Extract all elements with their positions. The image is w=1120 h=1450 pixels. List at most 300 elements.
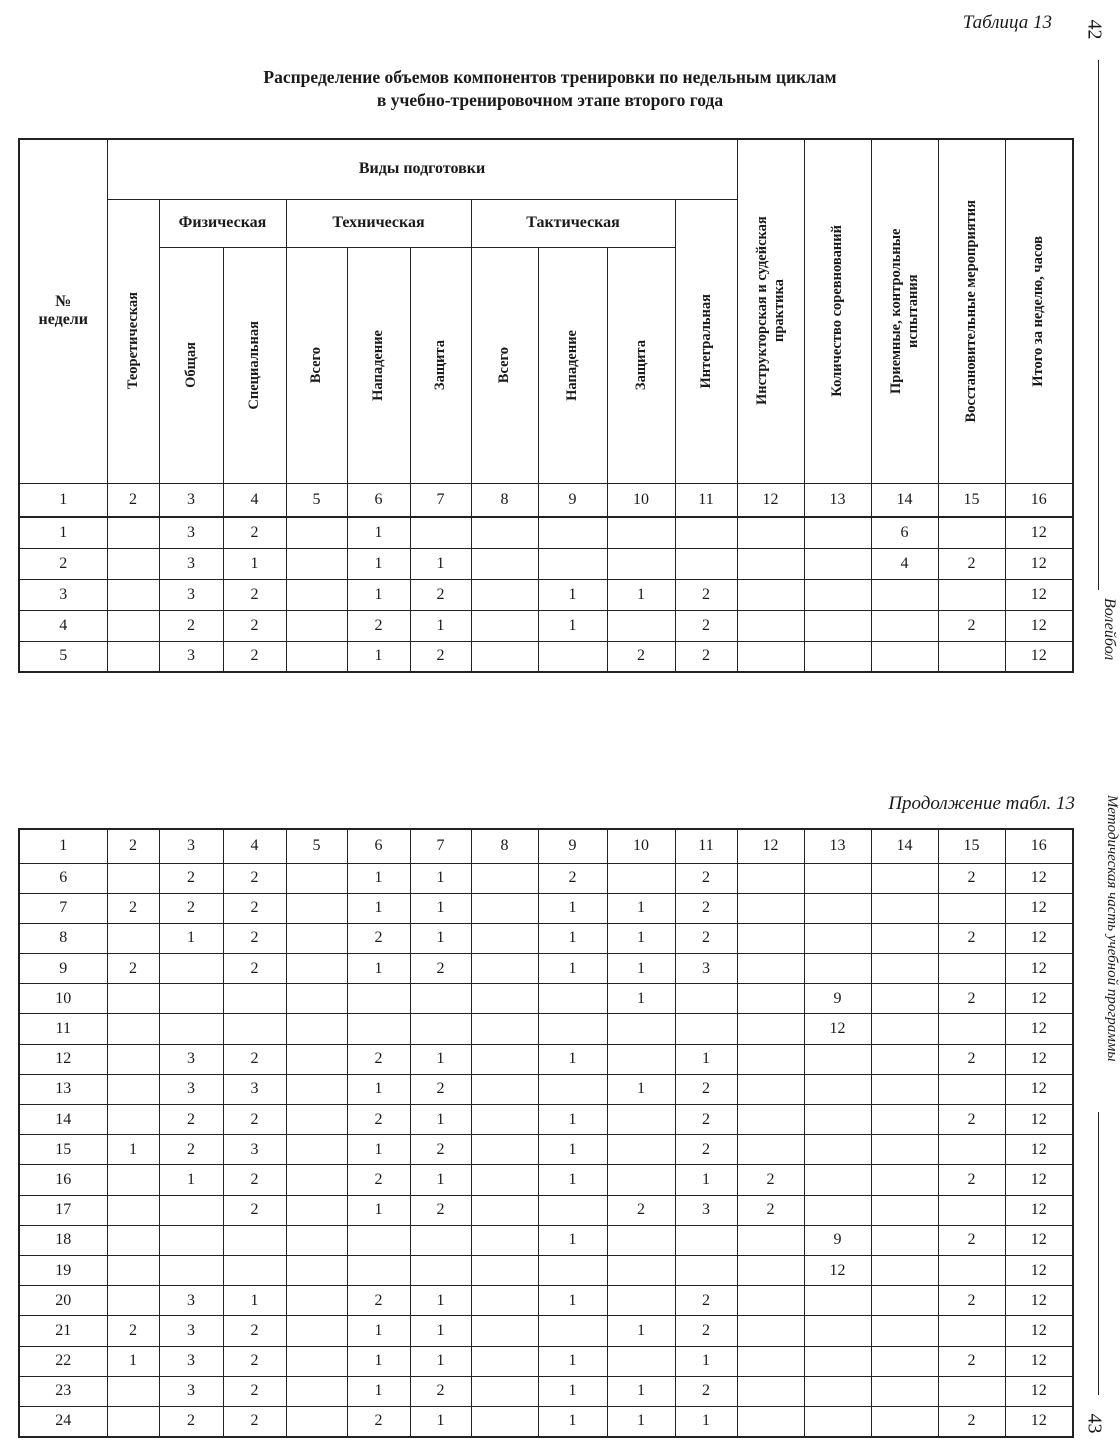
table-cell	[410, 984, 471, 1014]
table-cell	[737, 579, 804, 610]
table-cell: 2	[538, 863, 607, 893]
table-cell: 9	[804, 1225, 871, 1255]
table-cell: 1	[159, 923, 223, 953]
table-row	[19, 641, 1073, 672]
table-cell: 2	[410, 1074, 471, 1104]
table-cell: 14	[19, 1105, 107, 1135]
table-cell: 2	[347, 1165, 410, 1195]
table-cell: 2	[223, 1376, 286, 1406]
table-cell	[737, 1105, 804, 1135]
training-table-part2	[18, 828, 1074, 1438]
table-cell	[471, 1346, 538, 1376]
table-cell: 1	[607, 1074, 675, 1104]
table-cell	[938, 641, 1005, 672]
tech-defense-header	[410, 247, 471, 483]
tech-defense-label: Защита	[432, 339, 448, 391]
table-cell	[737, 1316, 804, 1346]
table-cell: 2	[938, 1165, 1005, 1195]
table-cell	[804, 954, 871, 984]
table-cell: 2	[938, 1105, 1005, 1135]
table-cell	[938, 1074, 1005, 1104]
table-cell	[737, 954, 804, 984]
column-number-cell: 9	[538, 829, 607, 863]
table-cell	[607, 1044, 675, 1074]
table-cell: 12	[804, 1014, 871, 1044]
table-cell: 3	[159, 579, 223, 610]
title-line-2: в учебно-тренировочном этапе второго года	[376, 90, 724, 110]
table-cell	[286, 1346, 347, 1376]
table-cell	[607, 1225, 675, 1255]
table-cell: 2	[347, 1286, 410, 1316]
table-cell: 20	[19, 1286, 107, 1316]
table-cell: 2	[675, 1105, 737, 1135]
table-cell: 1	[410, 1105, 471, 1135]
table-cell	[737, 1286, 804, 1316]
table-cell: 2	[410, 641, 471, 672]
table-cell: 4	[871, 548, 938, 579]
table-cell: 1	[538, 954, 607, 984]
table-cell: 3	[159, 517, 223, 548]
table-cell: 1	[607, 1406, 675, 1436]
table-cell	[107, 1286, 159, 1316]
competitions-count-label: Количество соревнований	[829, 225, 845, 398]
table-cell	[804, 641, 871, 672]
column-number-cell: 11	[675, 829, 737, 863]
table-cell: 2	[223, 517, 286, 548]
table-cell	[607, 1135, 675, 1165]
table-cell	[871, 984, 938, 1014]
table-cell	[871, 1316, 938, 1346]
table-cell	[871, 1406, 938, 1436]
table-cell	[871, 923, 938, 953]
table-cell: 1	[410, 610, 471, 641]
table-cell	[538, 1074, 607, 1104]
table-cell: 2	[159, 610, 223, 641]
table-cell	[804, 893, 871, 923]
table-cell	[286, 1225, 347, 1255]
column-number-cell: 4	[223, 483, 286, 517]
table-cell: 12	[19, 1044, 107, 1074]
table-cell: 3	[159, 1376, 223, 1406]
table-cell	[737, 548, 804, 579]
table-cell: 2	[223, 1195, 286, 1225]
total-week-header	[1005, 139, 1073, 483]
table-cell	[804, 548, 871, 579]
table-cell	[347, 1014, 410, 1044]
table-cell	[471, 1014, 538, 1044]
table-cell	[737, 610, 804, 641]
tech-attack-header	[347, 247, 410, 483]
tech-attack-label: Нападение	[370, 329, 386, 401]
table-cell: 2	[938, 1225, 1005, 1255]
table-cell: 3	[159, 1286, 223, 1316]
table-cell	[159, 1195, 223, 1225]
table-cell: 12	[1005, 923, 1073, 953]
table-row	[19, 863, 1073, 893]
table-cell	[286, 1406, 347, 1436]
table-cell	[871, 1225, 938, 1255]
table-cell: 12	[1005, 1225, 1073, 1255]
table-row	[19, 1074, 1073, 1104]
table-cell: 17	[19, 1195, 107, 1225]
table-cell: 12	[1005, 548, 1073, 579]
table-cell	[607, 610, 675, 641]
table-cell	[471, 863, 538, 893]
table-cell: 2	[223, 1105, 286, 1135]
table-cell: 1	[347, 1135, 410, 1165]
table-cell	[938, 579, 1005, 610]
table-cell: 1	[607, 984, 675, 1014]
table-cell: 3	[223, 1074, 286, 1104]
column-number-cell: 15	[938, 829, 1005, 863]
table-cell: 1	[538, 1105, 607, 1135]
table-cell	[538, 1255, 607, 1285]
technical-header: Техническая	[286, 199, 471, 247]
table-row	[19, 1255, 1073, 1285]
table-cell: 1	[410, 1044, 471, 1074]
table-cell: 11	[19, 1014, 107, 1044]
table-body-part1	[19, 483, 1073, 672]
table-cell: 12	[1005, 1044, 1073, 1074]
column-number-cell: 1	[19, 483, 107, 517]
table-cell	[107, 1225, 159, 1255]
table-cell	[471, 954, 538, 984]
table-cell: 2	[107, 1316, 159, 1346]
table-row	[19, 1014, 1073, 1044]
table-cell	[804, 1074, 871, 1104]
side-rule	[1098, 60, 1099, 590]
table-cell: 2	[675, 863, 737, 893]
table-cell	[938, 893, 1005, 923]
table-cell	[107, 517, 159, 548]
table-cell: 12	[1005, 1165, 1073, 1195]
table-cell	[675, 548, 737, 579]
table-cell: 2	[410, 579, 471, 610]
table-cell	[107, 984, 159, 1014]
table-cell	[938, 1135, 1005, 1165]
table-cell	[286, 1376, 347, 1406]
column-number-cell: 14	[871, 829, 938, 863]
table-cell	[938, 1255, 1005, 1285]
table-row	[19, 1376, 1073, 1406]
table-cell: 2	[107, 954, 159, 984]
table-cell: 1	[675, 1165, 737, 1195]
column-number-cell: 7	[410, 483, 471, 517]
training-table-part1	[18, 138, 1074, 673]
table-cell	[871, 863, 938, 893]
general-header	[159, 247, 223, 483]
table-cell	[607, 548, 675, 579]
table-cell	[471, 1165, 538, 1195]
column-number-cell: 10	[607, 483, 675, 517]
table-cell: 6	[871, 517, 938, 548]
table-cell: 2	[938, 548, 1005, 579]
table-cell: 2	[675, 641, 737, 672]
table-cell: 1	[538, 1225, 607, 1255]
table-cell: 2	[675, 1376, 737, 1406]
table-cell: 2	[159, 1135, 223, 1165]
page-number-bottom: 43	[1083, 1413, 1106, 1434]
table-cell	[471, 1376, 538, 1406]
column-number-cell: 11	[675, 483, 737, 517]
table-cell: 12	[1005, 1286, 1073, 1316]
table-cell	[286, 984, 347, 1014]
table-cell	[871, 1074, 938, 1104]
table-cell: 2	[223, 863, 286, 893]
table-cell: 7	[19, 893, 107, 923]
table-cell	[804, 1346, 871, 1376]
table-cell	[286, 863, 347, 893]
table-cell: 2	[737, 1195, 804, 1225]
table-cell	[107, 1014, 159, 1044]
table-cell	[938, 1014, 1005, 1044]
table-cell: 2	[675, 610, 737, 641]
table-cell: 2	[938, 923, 1005, 953]
column-number-row	[19, 829, 1073, 863]
table-cell: 10	[19, 984, 107, 1014]
page-number-top: 42	[1083, 19, 1106, 40]
table-cell: 12	[1005, 1074, 1073, 1104]
table-cell: 1	[410, 1346, 471, 1376]
table-cell: 2	[410, 1376, 471, 1406]
general-label: Общая	[182, 342, 199, 388]
table-cell: 12	[1005, 1255, 1073, 1285]
document-title	[150, 66, 950, 112]
table-cell: 2	[223, 1165, 286, 1195]
table-cell	[286, 923, 347, 953]
table-row	[19, 1286, 1073, 1316]
table-cell	[471, 641, 538, 672]
table-cell: 1	[607, 1316, 675, 1346]
table-cell	[538, 984, 607, 1014]
table-cell: 1	[410, 893, 471, 923]
table-cell: 12	[1005, 610, 1073, 641]
table-cell: 2	[607, 641, 675, 672]
table-cell	[471, 1406, 538, 1436]
table-cell: 3	[675, 954, 737, 984]
table-cell: 1	[607, 954, 675, 984]
column-number-cell: 6	[347, 483, 410, 517]
table-cell: 1	[538, 923, 607, 953]
table-cell	[471, 1255, 538, 1285]
table-cell: 2	[223, 1346, 286, 1376]
table-cell: 3	[159, 1316, 223, 1346]
table-cell: 2	[938, 1346, 1005, 1376]
column-number-cell: 5	[286, 829, 347, 863]
table-cell	[107, 1044, 159, 1074]
table-cell	[538, 517, 607, 548]
table-cell: 19	[19, 1255, 107, 1285]
table-cell: 16	[19, 1165, 107, 1195]
table-cell: 3	[675, 1195, 737, 1225]
table-cell	[871, 579, 938, 610]
column-number-cell: 13	[804, 483, 871, 517]
column-number-cell: 6	[347, 829, 410, 863]
table-cell: 1	[347, 548, 410, 579]
table-cell: 1	[675, 1406, 737, 1436]
table-cell	[286, 1105, 347, 1135]
table-cell: 1	[538, 893, 607, 923]
table-cell: 12	[1005, 954, 1073, 984]
table-cell	[804, 1406, 871, 1436]
table-cell	[286, 641, 347, 672]
table-cell: 15	[19, 1135, 107, 1165]
table-cell	[471, 1105, 538, 1135]
table-cell: 12	[1005, 641, 1073, 672]
table-cell	[471, 1044, 538, 1074]
table-cell	[737, 1074, 804, 1104]
table-cell	[804, 923, 871, 953]
table-cell: 2	[410, 1195, 471, 1225]
table-row	[19, 1165, 1073, 1195]
table-cell: 1	[410, 1406, 471, 1436]
table-cell	[871, 641, 938, 672]
instructor-practice-header	[737, 139, 804, 483]
table-cell: 2	[223, 1044, 286, 1074]
table-cell	[159, 1255, 223, 1285]
table-cell: 2	[347, 610, 410, 641]
table-cell: 2	[223, 1316, 286, 1346]
table-cell	[938, 1195, 1005, 1225]
column-number-cell: 13	[804, 829, 871, 863]
table-cell: 4	[19, 610, 107, 641]
table-cell	[538, 641, 607, 672]
side-label-top: Волейбол	[1101, 598, 1118, 661]
table-cell	[538, 1014, 607, 1044]
week-no-label: № недели	[38, 293, 88, 329]
table-cell	[938, 954, 1005, 984]
table-cell	[607, 517, 675, 548]
table-cell	[737, 984, 804, 1014]
column-number-cell: 10	[607, 829, 675, 863]
competitions-count-header	[804, 139, 871, 483]
table-cell: 2	[223, 923, 286, 953]
table-cell: 12	[1005, 1406, 1073, 1436]
table-cell: 1	[347, 863, 410, 893]
table-cell	[107, 1195, 159, 1225]
table-cell: 1	[538, 1286, 607, 1316]
table-cell: 3	[159, 1044, 223, 1074]
side-rule	[1098, 1112, 1099, 1395]
table-cell: 1	[410, 1286, 471, 1316]
table-cell: 12	[1005, 1346, 1073, 1376]
table-cell: 2	[347, 923, 410, 953]
table-cell: 2	[347, 1406, 410, 1436]
table-cell: 1	[410, 863, 471, 893]
table-row	[19, 1225, 1073, 1255]
table-body-part2	[19, 829, 1073, 1437]
tact-total-header	[471, 247, 538, 483]
table-cell	[538, 548, 607, 579]
table-row	[19, 984, 1073, 1014]
title-line-1: Распределение объемов компонентов тренировки по недельным циклам	[263, 67, 837, 87]
table-cell: 1	[347, 1074, 410, 1104]
table-cell	[471, 923, 538, 953]
table-cell	[159, 984, 223, 1014]
table-cell: 1	[107, 1346, 159, 1376]
table-cell: 3	[159, 548, 223, 579]
table-cell: 12	[1005, 984, 1073, 1014]
recovery-header	[938, 139, 1005, 483]
table-cell	[223, 1255, 286, 1285]
table-cell: 1	[538, 1376, 607, 1406]
table-cell: 12	[1005, 1135, 1073, 1165]
table-cell	[871, 1255, 938, 1285]
table-cell: 2	[938, 1286, 1005, 1316]
table-cell	[471, 1316, 538, 1346]
table-cell: 1	[347, 641, 410, 672]
table-cell: 12	[1005, 1105, 1073, 1135]
table-cell	[871, 1195, 938, 1225]
table-cell	[737, 1406, 804, 1436]
instructor-practice-label: Инструкторская и судейская практика	[753, 216, 787, 406]
table-cell	[107, 1105, 159, 1135]
table-cell	[804, 1044, 871, 1074]
table-cell	[607, 1165, 675, 1195]
table-cell: 2	[410, 1135, 471, 1165]
table-cell	[737, 1135, 804, 1165]
tests-label: Приемные, контрольные испытания	[887, 228, 921, 394]
table-row	[19, 1316, 1073, 1346]
table-cell	[737, 641, 804, 672]
table-cell	[107, 1165, 159, 1195]
table-cell	[286, 954, 347, 984]
table-cell: 1	[19, 517, 107, 548]
table-cell: 2	[223, 610, 286, 641]
table-cell	[737, 923, 804, 953]
table-cell: 2	[223, 893, 286, 923]
column-number-cell: 2	[107, 829, 159, 863]
table-cell	[675, 1225, 737, 1255]
total-week-label: Итого за неделю, часов	[1030, 235, 1047, 387]
table-cell	[538, 1195, 607, 1225]
table-cell: 1	[538, 1406, 607, 1436]
table-cell: 12	[1005, 863, 1073, 893]
table-cell	[804, 1316, 871, 1346]
table-cell	[286, 1044, 347, 1074]
table-cell	[286, 1195, 347, 1225]
theoretical-header	[107, 199, 159, 483]
table-row	[19, 1406, 1073, 1436]
table-cell	[675, 1014, 737, 1044]
table-cell	[471, 893, 538, 923]
table-cell	[159, 1225, 223, 1255]
table-cell: 1	[410, 1316, 471, 1346]
table-cell: 8	[19, 923, 107, 953]
table-cell: 1	[223, 548, 286, 579]
column-number-cell: 12	[737, 483, 804, 517]
table-cell	[223, 984, 286, 1014]
table-cell	[471, 1135, 538, 1165]
table-cell: 3	[159, 1074, 223, 1104]
table-cell	[471, 1074, 538, 1104]
table-cell: 6	[19, 863, 107, 893]
table-cell: 18	[19, 1225, 107, 1255]
column-number-cell: 16	[1005, 483, 1073, 517]
table-cell	[804, 517, 871, 548]
table-cell: 2	[675, 1286, 737, 1316]
tact-attack-header	[538, 247, 607, 483]
table-cell	[107, 863, 159, 893]
special-label: Специальная	[246, 320, 262, 410]
column-number-cell: 16	[1005, 829, 1073, 863]
table-cell: 2	[938, 863, 1005, 893]
table-cell	[737, 1376, 804, 1406]
table-cell	[804, 1105, 871, 1135]
column-number-cell: 14	[871, 483, 938, 517]
table-cell: 3	[159, 1346, 223, 1376]
column-number-cell: 15	[938, 483, 1005, 517]
